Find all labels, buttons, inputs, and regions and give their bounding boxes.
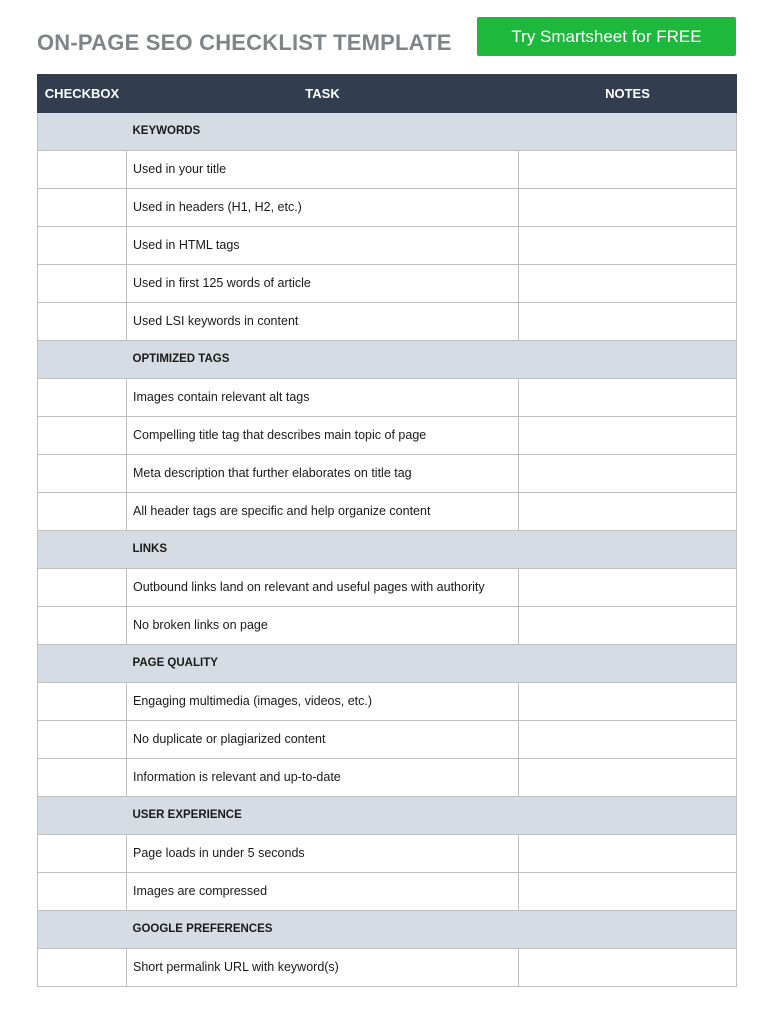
section-row bbox=[38, 645, 737, 683]
section-label: OPTIMIZED TAGS bbox=[127, 341, 737, 379]
section-row bbox=[38, 797, 737, 835]
notes-cell[interactable] bbox=[519, 759, 737, 797]
table-row bbox=[38, 569, 737, 607]
task-cell: Used in HTML tags bbox=[127, 227, 519, 265]
notes-cell[interactable] bbox=[519, 493, 737, 531]
column-header-notes: NOTES bbox=[519, 75, 737, 113]
section-label: PAGE QUALITY bbox=[127, 645, 737, 683]
notes-cell[interactable] bbox=[519, 189, 737, 227]
task-cell: Images contain relevant alt tags bbox=[127, 379, 519, 417]
table-row bbox=[38, 379, 737, 417]
checkbox-cell[interactable] bbox=[38, 835, 127, 873]
task-cell: Images are compressed bbox=[127, 873, 519, 911]
checkbox-cell[interactable] bbox=[38, 683, 127, 721]
section-spacer-cell bbox=[38, 911, 127, 949]
checkbox-cell[interactable] bbox=[38, 493, 127, 531]
section-spacer-cell bbox=[38, 797, 127, 835]
task-cell: No broken links on page bbox=[127, 607, 519, 645]
table-row bbox=[38, 151, 737, 189]
section-row bbox=[38, 341, 737, 379]
notes-cell[interactable] bbox=[519, 569, 737, 607]
try-smartsheet-button[interactable]: Try Smartsheet for FREE bbox=[477, 17, 736, 56]
task-cell: No duplicate or plagiarized content bbox=[127, 721, 519, 759]
checkbox-cell[interactable] bbox=[38, 303, 127, 341]
table-row bbox=[38, 721, 737, 759]
notes-cell[interactable] bbox=[519, 835, 737, 873]
seo-checklist-table bbox=[37, 74, 737, 987]
section-row bbox=[38, 531, 737, 569]
checkbox-cell[interactable] bbox=[38, 379, 127, 417]
task-cell: Page loads in under 5 seconds bbox=[127, 835, 519, 873]
notes-cell[interactable] bbox=[519, 873, 737, 911]
section-row bbox=[38, 911, 737, 949]
table-row bbox=[38, 607, 737, 645]
page-title: ON-PAGE SEO CHECKLIST TEMPLATE bbox=[37, 30, 452, 55]
notes-cell[interactable] bbox=[519, 227, 737, 265]
section-spacer-cell bbox=[38, 645, 127, 683]
section-label: USER EXPERIENCE bbox=[127, 797, 737, 835]
section-spacer-cell bbox=[38, 341, 127, 379]
task-cell: Used in first 125 words of article bbox=[127, 265, 519, 303]
section-spacer-cell bbox=[38, 531, 127, 569]
checkbox-cell[interactable] bbox=[38, 189, 127, 227]
task-cell: Used LSI keywords in content bbox=[127, 303, 519, 341]
table-row bbox=[38, 949, 737, 987]
table-row bbox=[38, 683, 737, 721]
table-row bbox=[38, 835, 737, 873]
section-spacer-cell bbox=[38, 113, 127, 151]
task-cell: Used in headers (H1, H2, etc.) bbox=[127, 189, 519, 227]
notes-cell[interactable] bbox=[519, 379, 737, 417]
task-cell: Meta description that further elaborates on title tag bbox=[127, 455, 519, 493]
table-header-row bbox=[38, 75, 737, 113]
checkbox-cell[interactable] bbox=[38, 949, 127, 987]
table-row bbox=[38, 303, 737, 341]
table-body bbox=[38, 113, 737, 987]
table-row bbox=[38, 455, 737, 493]
table-row bbox=[38, 227, 737, 265]
task-cell: Information is relevant and up-to-date bbox=[127, 759, 519, 797]
checkbox-cell[interactable] bbox=[38, 417, 127, 455]
notes-cell[interactable] bbox=[519, 607, 737, 645]
task-cell: Engaging multimedia (images, videos, etc.) bbox=[127, 683, 519, 721]
task-cell: All header tags are specific and help organize content bbox=[127, 493, 519, 531]
column-header-task: TASK bbox=[127, 75, 519, 113]
checkbox-cell[interactable] bbox=[38, 873, 127, 911]
checkbox-cell[interactable] bbox=[38, 265, 127, 303]
notes-cell[interactable] bbox=[519, 455, 737, 493]
checkbox-cell[interactable] bbox=[38, 455, 127, 493]
checkbox-cell[interactable] bbox=[38, 151, 127, 189]
checkbox-cell[interactable] bbox=[38, 607, 127, 645]
notes-cell[interactable] bbox=[519, 683, 737, 721]
table-row bbox=[38, 265, 737, 303]
notes-cell[interactable] bbox=[519, 949, 737, 987]
task-cell: Used in your title bbox=[127, 151, 519, 189]
section-label: KEYWORDS bbox=[127, 113, 737, 151]
checkbox-cell[interactable] bbox=[38, 227, 127, 265]
notes-cell[interactable] bbox=[519, 417, 737, 455]
section-label: LINKS bbox=[127, 531, 737, 569]
table-row bbox=[38, 417, 737, 455]
table-row bbox=[38, 189, 737, 227]
notes-cell[interactable] bbox=[519, 721, 737, 759]
task-cell: Outbound links land on relevant and useful pages with authority bbox=[127, 569, 519, 607]
table-row bbox=[38, 759, 737, 797]
notes-cell[interactable] bbox=[519, 151, 737, 189]
checkbox-cell[interactable] bbox=[38, 569, 127, 607]
column-header-checkbox: CHECKBOX bbox=[38, 75, 127, 113]
section-row bbox=[38, 113, 737, 151]
notes-cell[interactable] bbox=[519, 265, 737, 303]
checkbox-cell[interactable] bbox=[38, 759, 127, 797]
notes-cell[interactable] bbox=[519, 303, 737, 341]
task-cell: Compelling title tag that describes main topic of page bbox=[127, 417, 519, 455]
table-row bbox=[38, 493, 737, 531]
section-label: GOOGLE PREFERENCES bbox=[127, 911, 737, 949]
task-cell: Short permalink URL with keyword(s) bbox=[127, 949, 519, 987]
table-row bbox=[38, 873, 737, 911]
checkbox-cell[interactable] bbox=[38, 721, 127, 759]
